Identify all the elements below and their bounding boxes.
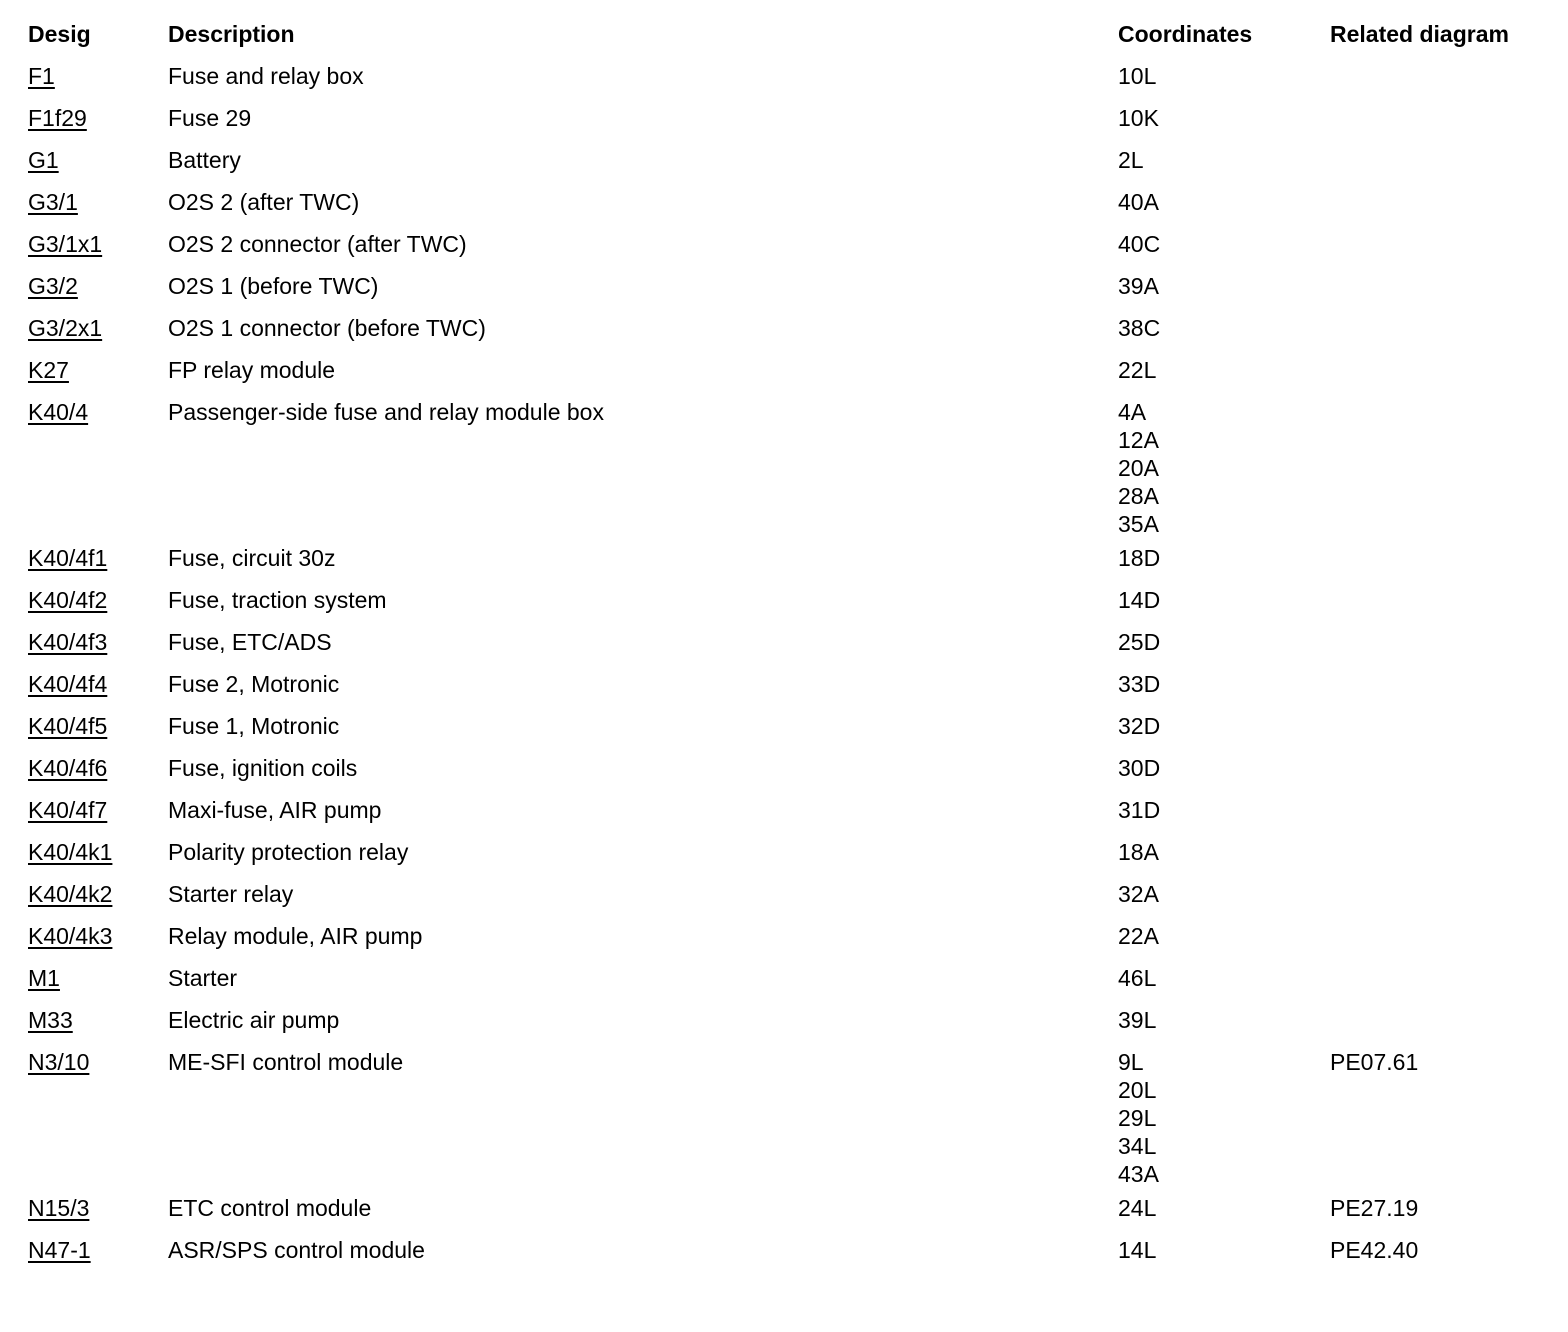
description-cell: Relay module, AIR pump xyxy=(168,923,423,949)
coordinates-cell xyxy=(1110,538,1322,580)
coordinate-value: 20L xyxy=(1118,1077,1157,1103)
desig-link[interactable]: G1 xyxy=(28,147,59,173)
table-row xyxy=(20,622,1538,664)
description-cell: ME-SFI control module xyxy=(168,1049,404,1075)
related-diagram-cell xyxy=(1322,266,1538,308)
table-row xyxy=(20,98,1538,140)
description-cell: O2S 2 connector (after TWC) xyxy=(168,231,467,257)
desig-cell xyxy=(20,706,160,748)
related-diagram-cell: PE07.61 xyxy=(1330,1049,1419,1075)
related-diagram-cell xyxy=(1322,392,1538,538)
table-row xyxy=(20,182,1538,224)
table-row xyxy=(20,790,1538,832)
desig-cell xyxy=(20,790,160,832)
desig-link[interactable]: G3/2 xyxy=(28,273,78,299)
table-row xyxy=(20,1188,1538,1230)
coordinate-value: 10K xyxy=(1118,105,1159,131)
table-row xyxy=(20,874,1538,916)
desig-link[interactable]: K27 xyxy=(28,357,69,383)
coordinates-cell xyxy=(1110,790,1322,832)
desig-cell xyxy=(20,56,160,98)
coordinates-cell xyxy=(1110,98,1322,140)
coordinates-cell xyxy=(1110,832,1322,874)
desig-cell xyxy=(20,224,160,266)
table-row xyxy=(20,916,1538,958)
related-diagram-cell xyxy=(1322,140,1538,182)
coordinate-value: 38C xyxy=(1118,315,1161,341)
desig-link[interactable]: K40/4k1 xyxy=(28,839,113,865)
desig-link[interactable]: K40/4f5 xyxy=(28,713,108,739)
coordinate-value: 14L xyxy=(1118,1237,1157,1263)
related-diagram-cell xyxy=(1322,224,1538,266)
desig-link[interactable]: K40/4f6 xyxy=(28,755,108,781)
coordinate-value: 10L xyxy=(1118,63,1157,89)
desig-cell xyxy=(20,580,160,622)
description-cell: Starter xyxy=(168,965,238,991)
description-cell: ASR/SPS control module xyxy=(168,1237,425,1263)
desig-cell xyxy=(20,1188,160,1230)
description-cell: Fuse, ignition coils xyxy=(168,755,358,781)
related-diagram-cell xyxy=(1322,748,1538,790)
related-diagram-cell xyxy=(1322,706,1538,748)
table-row xyxy=(20,1230,1538,1272)
coordinate-value: 39A xyxy=(1118,273,1159,299)
coordinate-value: 2L xyxy=(1118,147,1144,173)
coordinate-value: 39L xyxy=(1118,1007,1157,1033)
header-related-diagram: Related diagram xyxy=(1330,21,1509,47)
related-diagram-cell xyxy=(1322,874,1538,916)
coordinate-value: 32A xyxy=(1118,881,1159,907)
coordinate-value: 46L xyxy=(1118,965,1157,991)
description-cell: Fuse, circuit 30z xyxy=(168,545,336,571)
coordinate-value: 43A xyxy=(1118,1161,1159,1187)
desig-link[interactable]: G3/2x1 xyxy=(28,315,103,341)
desig-link[interactable]: K40/4f1 xyxy=(28,545,108,571)
table-row xyxy=(20,958,1538,1000)
desig-cell xyxy=(20,622,160,664)
related-diagram-cell xyxy=(1322,1000,1538,1042)
table-row xyxy=(20,308,1538,350)
table-row xyxy=(20,140,1538,182)
description-cell: Starter relay xyxy=(168,881,294,907)
related-diagram-cell xyxy=(1322,182,1538,224)
desig-link[interactable]: N3/10 xyxy=(28,1049,90,1075)
description-cell: Fuse, ETC/ADS xyxy=(168,629,332,655)
coordinates-cell xyxy=(1110,1000,1322,1042)
coordinates-cell xyxy=(1110,580,1322,622)
table-row xyxy=(20,664,1538,706)
related-diagram-cell xyxy=(1322,580,1538,622)
coordinate-value: 30D xyxy=(1118,755,1161,781)
coordinates-cell xyxy=(1110,224,1322,266)
coordinates-cell xyxy=(1110,748,1322,790)
description-cell: ETC control module xyxy=(168,1195,372,1221)
coordinate-value: 34L xyxy=(1118,1133,1157,1159)
coordinates-cell xyxy=(1110,622,1322,664)
coordinate-value: 9L xyxy=(1118,1049,1144,1075)
coordinates-cell xyxy=(1110,706,1322,748)
desig-cell xyxy=(20,958,160,1000)
coordinates-cell xyxy=(1110,182,1322,224)
description-cell: Fuse 1, Motronic xyxy=(168,713,340,739)
coordinates-cell xyxy=(1110,958,1322,1000)
coordinate-value: 28A xyxy=(1118,483,1159,509)
description-cell: O2S 2 (after TWC) xyxy=(168,189,360,215)
related-diagram-cell xyxy=(1322,664,1538,706)
coordinate-value: 18A xyxy=(1118,839,1159,865)
coordinates-cell xyxy=(1110,1042,1322,1188)
desig-cell xyxy=(20,266,160,308)
table-row xyxy=(20,706,1538,748)
coordinate-value: 29L xyxy=(1118,1105,1157,1131)
desig-link[interactable]: K40/4k3 xyxy=(28,923,113,949)
related-diagram-cell xyxy=(1322,916,1538,958)
coordinate-value: 14D xyxy=(1118,587,1161,613)
coordinate-value: 20A xyxy=(1118,455,1159,481)
description-cell: Maxi-fuse, AIR pump xyxy=(168,797,382,823)
description-cell: Battery xyxy=(168,147,241,173)
coordinate-value: 22L xyxy=(1118,357,1157,383)
desig-link[interactable]: N47-1 xyxy=(28,1237,91,1263)
related-diagram-cell xyxy=(1322,622,1538,664)
desig-link[interactable]: M33 xyxy=(28,1007,73,1033)
description-cell: FP relay module xyxy=(168,357,336,383)
coordinate-value: 35A xyxy=(1118,511,1159,537)
desig-cell xyxy=(20,308,160,350)
coordinate-value: 4A xyxy=(1118,399,1147,425)
desig-link[interactable]: G3/1 xyxy=(28,189,78,215)
coordinate-value: 12A xyxy=(1118,427,1159,453)
desig-link[interactable]: K40/4f2 xyxy=(28,587,108,613)
description-cell: Fuse, traction system xyxy=(168,587,387,613)
related-diagram-cell xyxy=(1322,350,1538,392)
related-diagram-cell xyxy=(1322,832,1538,874)
table-row xyxy=(20,392,1538,538)
coordinates-cell xyxy=(1110,392,1322,538)
desig-cell xyxy=(20,98,160,140)
desig-link[interactable]: K40/4k2 xyxy=(28,881,113,907)
description-cell: Fuse 29 xyxy=(168,105,252,131)
coordinate-value: 32D xyxy=(1118,713,1161,739)
description-cell: Passenger-side fuse and relay module box xyxy=(168,399,604,425)
table-row xyxy=(20,1042,1538,1188)
table-row xyxy=(20,266,1538,308)
description-cell: Electric air pump xyxy=(168,1007,340,1033)
related-diagram-cell xyxy=(1322,790,1538,832)
desig-cell xyxy=(20,1042,160,1188)
coordinates-cell xyxy=(1110,1230,1322,1272)
coordinate-value: 31D xyxy=(1118,797,1161,823)
related-diagram-cell: PE42.40 xyxy=(1330,1237,1419,1263)
table-row xyxy=(20,538,1538,580)
desig-link[interactable]: G3/1x1 xyxy=(28,231,103,257)
coordinates-cell xyxy=(1110,308,1322,350)
desig-link[interactable]: K40/4f3 xyxy=(28,629,108,655)
coordinates-cell xyxy=(1110,874,1322,916)
desig-cell xyxy=(20,182,160,224)
coordinates-cell xyxy=(1110,350,1322,392)
coordinates-cell xyxy=(1110,1188,1322,1230)
related-diagram-cell xyxy=(1322,958,1538,1000)
desig-cell xyxy=(20,140,160,182)
coordinates-cell xyxy=(1110,56,1322,98)
coordinate-value: 40A xyxy=(1118,189,1159,215)
description-cell: Fuse 2, Motronic xyxy=(168,671,340,697)
header-desig: Desig xyxy=(28,21,91,47)
related-diagram-cell xyxy=(1322,98,1538,140)
desig-link[interactable]: K40/4f7 xyxy=(28,797,108,823)
description-cell: O2S 1 connector (before TWC) xyxy=(168,315,486,341)
desig-cell xyxy=(20,916,160,958)
desig-link[interactable]: F1 xyxy=(28,63,55,89)
table-row xyxy=(20,224,1538,266)
coordinate-value: 33D xyxy=(1118,671,1161,697)
related-diagram-cell xyxy=(1322,308,1538,350)
table-body xyxy=(20,56,1538,1272)
coordinates-cell xyxy=(1110,916,1322,958)
coordinates-cell xyxy=(1110,266,1322,308)
desig-link[interactable]: N15/3 xyxy=(28,1195,90,1221)
desig-cell xyxy=(20,664,160,706)
table-row xyxy=(20,748,1538,790)
related-diagram-cell: PE27.19 xyxy=(1330,1195,1419,1221)
description-cell: Polarity protection relay xyxy=(168,839,409,865)
coordinate-value: 22A xyxy=(1118,923,1159,949)
desig-cell xyxy=(20,350,160,392)
coordinates-cell xyxy=(1110,140,1322,182)
desig-link[interactable]: K40/4 xyxy=(28,399,89,425)
desig-cell xyxy=(20,874,160,916)
table-row xyxy=(20,1000,1538,1042)
table-row xyxy=(20,350,1538,392)
coordinate-value: 24L xyxy=(1118,1195,1157,1221)
component-table xyxy=(20,14,1538,1272)
desig-cell xyxy=(20,832,160,874)
table-header xyxy=(20,14,1538,56)
header-row xyxy=(20,14,1538,56)
desig-link[interactable]: M1 xyxy=(28,965,60,991)
coordinates-cell xyxy=(1110,664,1322,706)
coordinate-value: 18D xyxy=(1118,545,1161,571)
desig-cell xyxy=(20,392,160,538)
coordinate-value: 25D xyxy=(1118,629,1161,655)
desig-cell xyxy=(20,748,160,790)
description-cell: Fuse and relay box xyxy=(168,63,364,89)
desig-cell xyxy=(20,1230,160,1272)
related-diagram-cell xyxy=(1322,56,1538,98)
table-row xyxy=(20,56,1538,98)
desig-link[interactable]: K40/4f4 xyxy=(28,671,108,697)
table-row xyxy=(20,580,1538,622)
desig-cell xyxy=(20,1000,160,1042)
desig-link[interactable]: F1f29 xyxy=(28,105,87,131)
table-row xyxy=(20,832,1538,874)
desig-cell xyxy=(20,538,160,580)
header-description: Description xyxy=(168,21,295,47)
description-cell: O2S 1 (before TWC) xyxy=(168,273,379,299)
header-coordinates: Coordinates xyxy=(1118,21,1253,47)
coordinate-value: 40C xyxy=(1118,231,1161,257)
related-diagram-cell xyxy=(1322,538,1538,580)
